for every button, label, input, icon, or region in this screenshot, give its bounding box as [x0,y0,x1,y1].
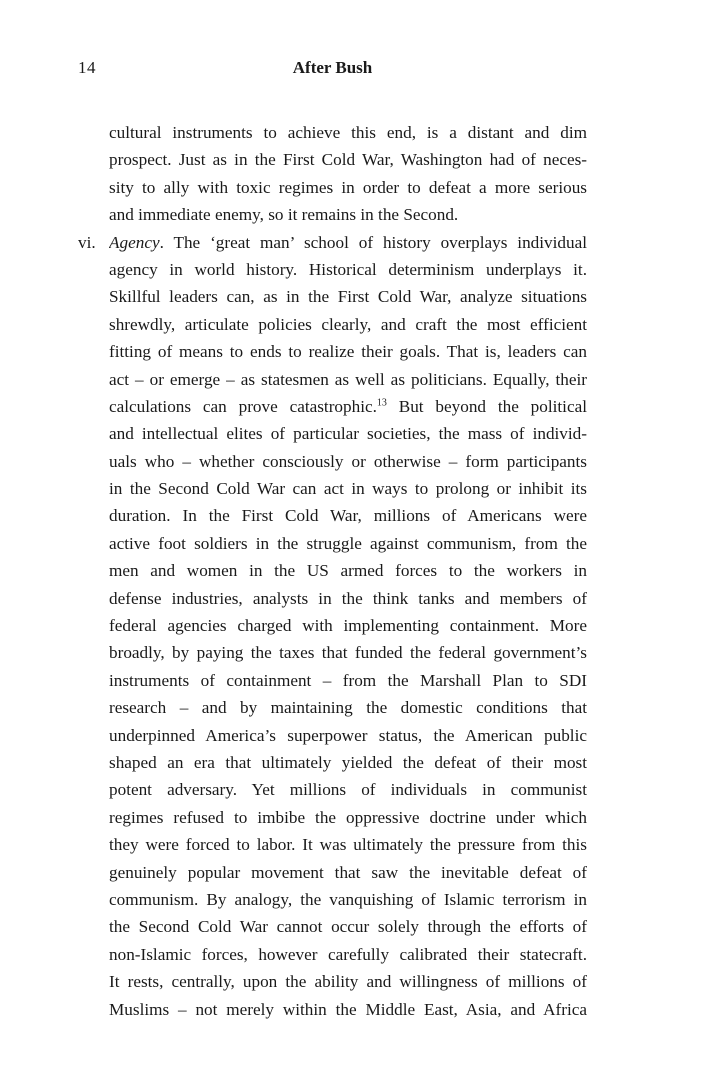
text-line: calculations can prove catastrophic.$^{13}$ But beyond the political [109,396,587,416]
text-line: cultural instruments to achieve this end, is a distant and dim [109,123,587,142]
text-line: sity to ally with toxic regimes in order to defeat a more serious [109,177,587,197]
text-line: men and women in the US armed forces to the workers in [109,561,587,581]
text-line: instruments of containment – from the Marshall Plan to SDI [109,670,587,690]
text-line: prospect. Just as in the First Cold War, Washington had of neces- [109,150,587,170]
text-line: uals who – whether consciously or otherwise – form participants [109,451,587,471]
page-number: 14 [78,58,96,77]
text-line: duration. In the First Cold War, millions of Americans were [109,506,587,526]
text-line: Muslims – not merely within the Middle East, Asia, and Africa [109,999,587,1019]
text-line: regimes refused to imbibe the oppressive doctrine under which [109,807,587,827]
text-line: act – or emerge – as statesmen as well as politicians. Equally, their [109,369,587,389]
text-line: the Second Cold War cannot occur solely through the efforts of [109,917,587,937]
text-line: and immediate enemy, so it remains in the Second. [109,205,459,225]
text-line: Skillful leaders can, as in the First Cold War, analyze situations [109,287,587,307]
footnote-reference: 13 [376,397,387,409]
text-line: underpinned America’s superpower status, the American public [109,725,587,745]
text-line: research – and by maintaining the domestic conditions that [109,698,587,718]
text-line: they were forced to labor. It was ultimately the pressure from this [109,835,587,855]
text-line: non-Islamic forces, however carefully calibrated their statecraft. [109,944,587,964]
text-line: federal agencies charged with implementing containment. More [109,616,587,636]
italic-term: Agency [109,232,160,252]
text-line: shaped an era that ultimately yielded the defeat of their most [109,752,587,772]
text-line: and intellectual elites of particular societies, the mass of individ- [109,424,587,444]
text-line: defense industries, analysts in the think tanks and members of [109,588,587,608]
continued-paragraph [78,119,587,229]
running-head [78,58,587,80]
text-line: Agency. The ‘great man’ school of history overplays individual [109,232,587,252]
text-line: shrewdly, articulate policies clearly, and craft the most efficient [109,314,587,334]
text-line: potent adversary. Yet millions of individuals in communist [109,780,587,800]
text-line: active foot soldiers in the struggle against communism, from the [109,533,587,553]
text-line: It rests, centrally, upon the ability and willingness of millions of [109,972,587,992]
book-title: After Bush [292,58,373,77]
body-text [78,119,587,1023]
text-line: broadly, by paying the taxes that funded the federal government’s [109,643,587,663]
text-line: agency in world history. Historical determinism underplays it. [109,259,587,279]
text-line: genuinely popular movement that saw the inevitable defeat of [109,862,587,882]
text-line: fitting of means to ends to realize their goals. That is, leaders can [109,342,587,362]
text-line: communism. By analogy, the vanquishing of Islamic terrorism in [109,889,587,909]
list-item-vi [78,229,587,1023]
text-line: in the Second Cold War can act in ways to prolong or inhibit its [109,479,587,499]
list-marker: vi. [78,232,96,252]
